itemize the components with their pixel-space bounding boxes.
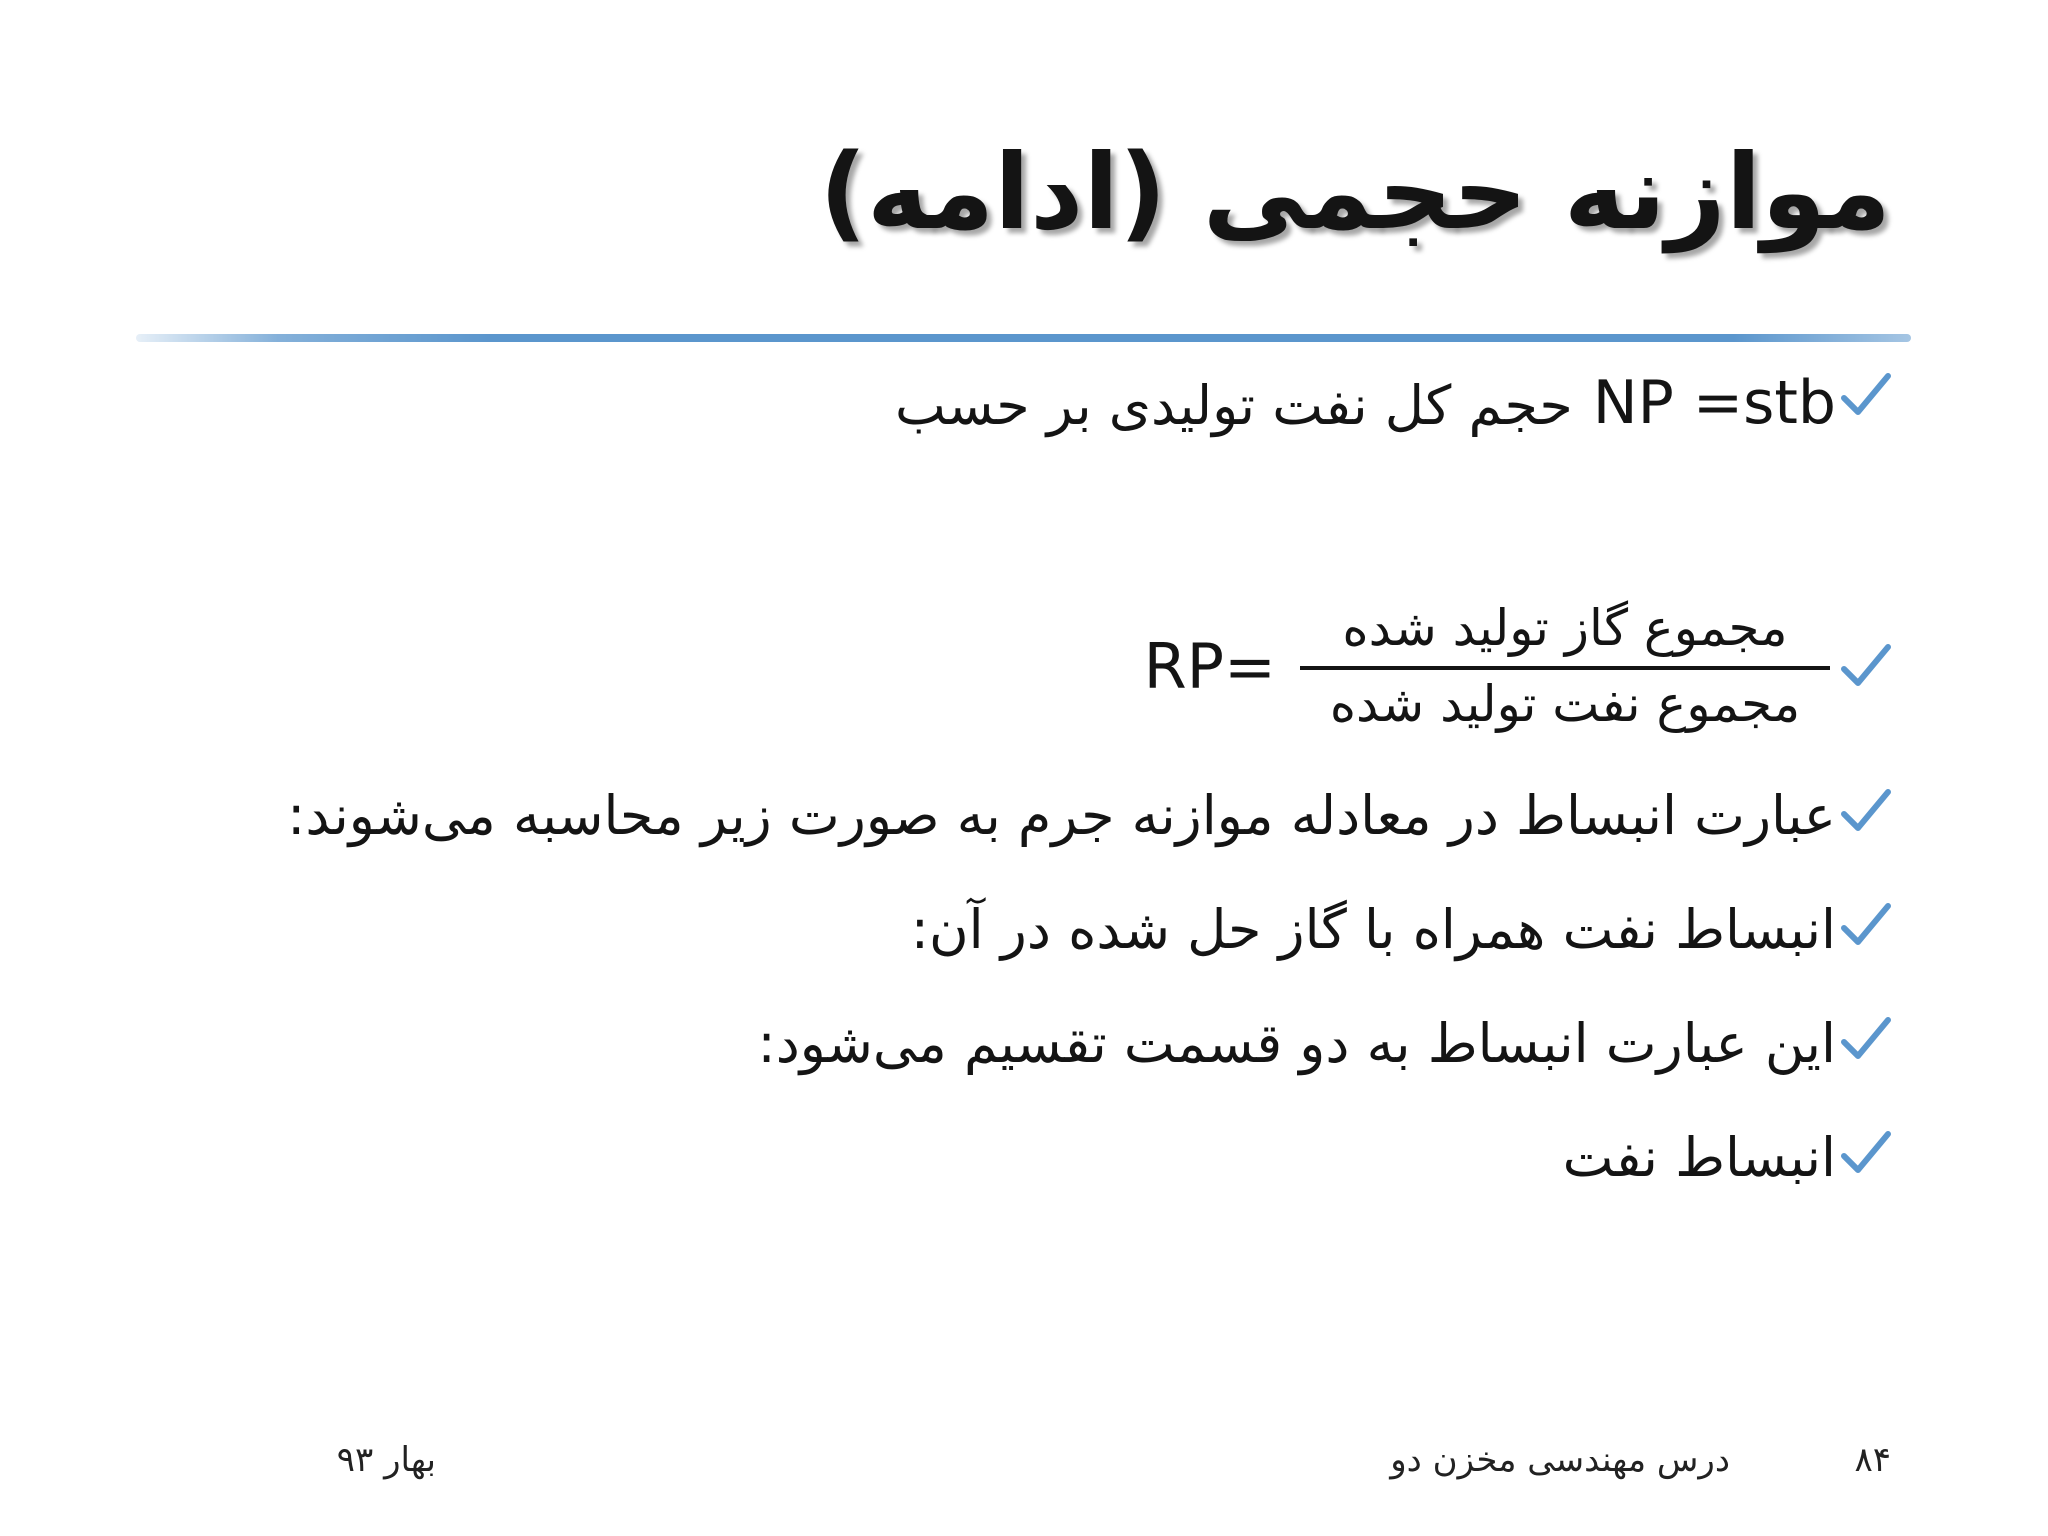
- bullet-oil-expansion: [1563, 1126, 1894, 1191]
- checkmark-icon: [1838, 639, 1894, 695]
- checkmark-icon: [1838, 784, 1894, 840]
- rp-denominator: مجموع نفت تولید شده: [1329, 674, 1801, 733]
- np-content: [895, 368, 1836, 438]
- footer-course: درس مهندسی مخزن دو: [1390, 1440, 1730, 1480]
- bullet-np: [895, 368, 1894, 438]
- page-number: ۸۴: [1854, 1440, 1891, 1480]
- bullet-two-parts: [758, 1012, 1894, 1077]
- checkmark-icon: [1838, 898, 1894, 954]
- bullet-oil-expansion-dissolved-gas: [911, 898, 1894, 963]
- np-description: حجم کل نفت تولیدی بر حسب: [895, 374, 1573, 437]
- bullet-text: انبساط نفت همراه با گاز حل شده در آن:: [910, 898, 1836, 961]
- rp-label: RP=: [1143, 630, 1276, 703]
- title-underline: [136, 334, 1911, 342]
- rp-numerator: مجموع گاز تولید شده: [1342, 599, 1788, 657]
- bullet-text: انبساط نفت: [1562, 1126, 1836, 1189]
- np-label: NP =stb: [1592, 368, 1836, 438]
- checkmark-icon: [1838, 368, 1894, 424]
- slide-title: موازنه حجمی (ادامه): [819, 131, 1891, 253]
- bullet-expansion-terms: [287, 784, 1894, 849]
- footer-term: بهار ۹۳: [336, 1440, 436, 1480]
- fraction-bar: [1300, 666, 1830, 670]
- bullet-text: عبارت انبساط در معادله موازنه جرم به صورت زیر محاسبه می‌شوند:: [287, 784, 1836, 847]
- bullet-rp: [1144, 600, 1894, 733]
- checkmark-icon: [1838, 1012, 1894, 1068]
- rp-fraction: [1300, 600, 1830, 733]
- bullet-text: این عبارت انبساط به دو قسمت تقسیم می‌شود:: [757, 1012, 1836, 1075]
- checkmark-icon: [1838, 1126, 1894, 1182]
